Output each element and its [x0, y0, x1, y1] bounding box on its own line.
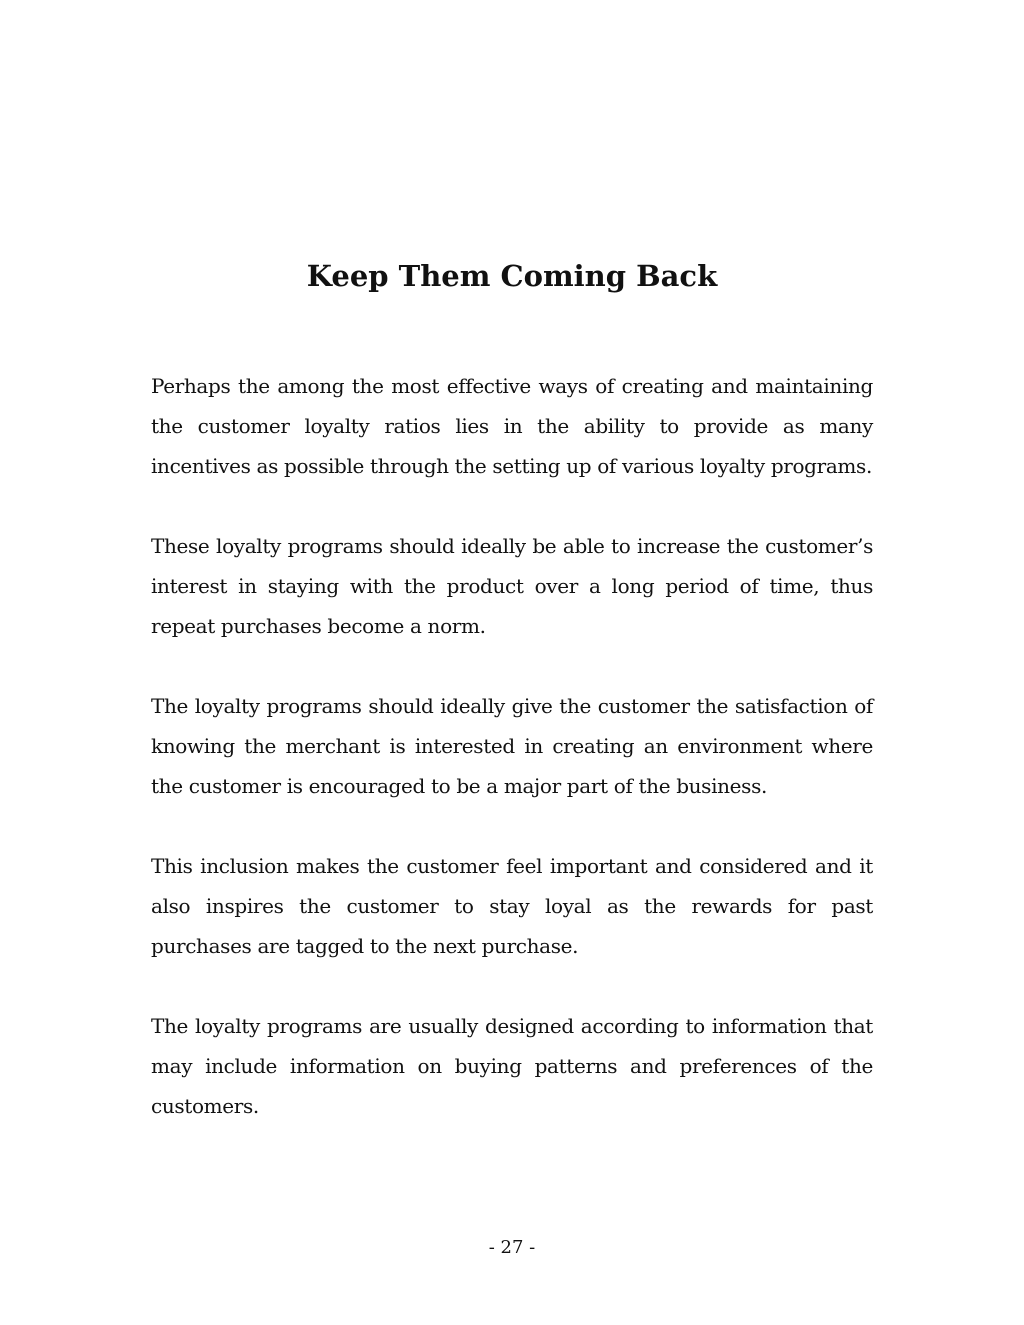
page-title: Keep Them Coming Back: [306, 259, 718, 293]
paragraph-3: The loyalty programs should ideally give the customer the satisfaction of knowing the merchant is interested in creating an environment where the customer is encouraged to be a major part of the business.: [151, 694, 873, 798]
paragraph-4: This inclusion makes the customer feel important and considered and it also inspires the customer to stay loyal as the rewards for past purchases are tagged to the next purchase.: [151, 854, 873, 958]
paragraph-1: Perhaps the among the most effective ways of creating and maintaining the customer loyalty ratios lies in the ability to provide as many incentives as possible through the setting up of various loyalty programs.: [151, 374, 873, 478]
paragraph-5: The loyalty programs are usually designed according to information that may include information on buying patterns and preferences of the customers.: [151, 1014, 873, 1118]
paragraph-2: These loyalty programs should ideally be able to increase the customer’s interest in staying with the product over a long period of time, thus repeat purchases become a norm.: [151, 534, 873, 638]
body-text: [151, 366, 873, 1166]
page-number: - 27 -: [488, 1237, 536, 1258]
